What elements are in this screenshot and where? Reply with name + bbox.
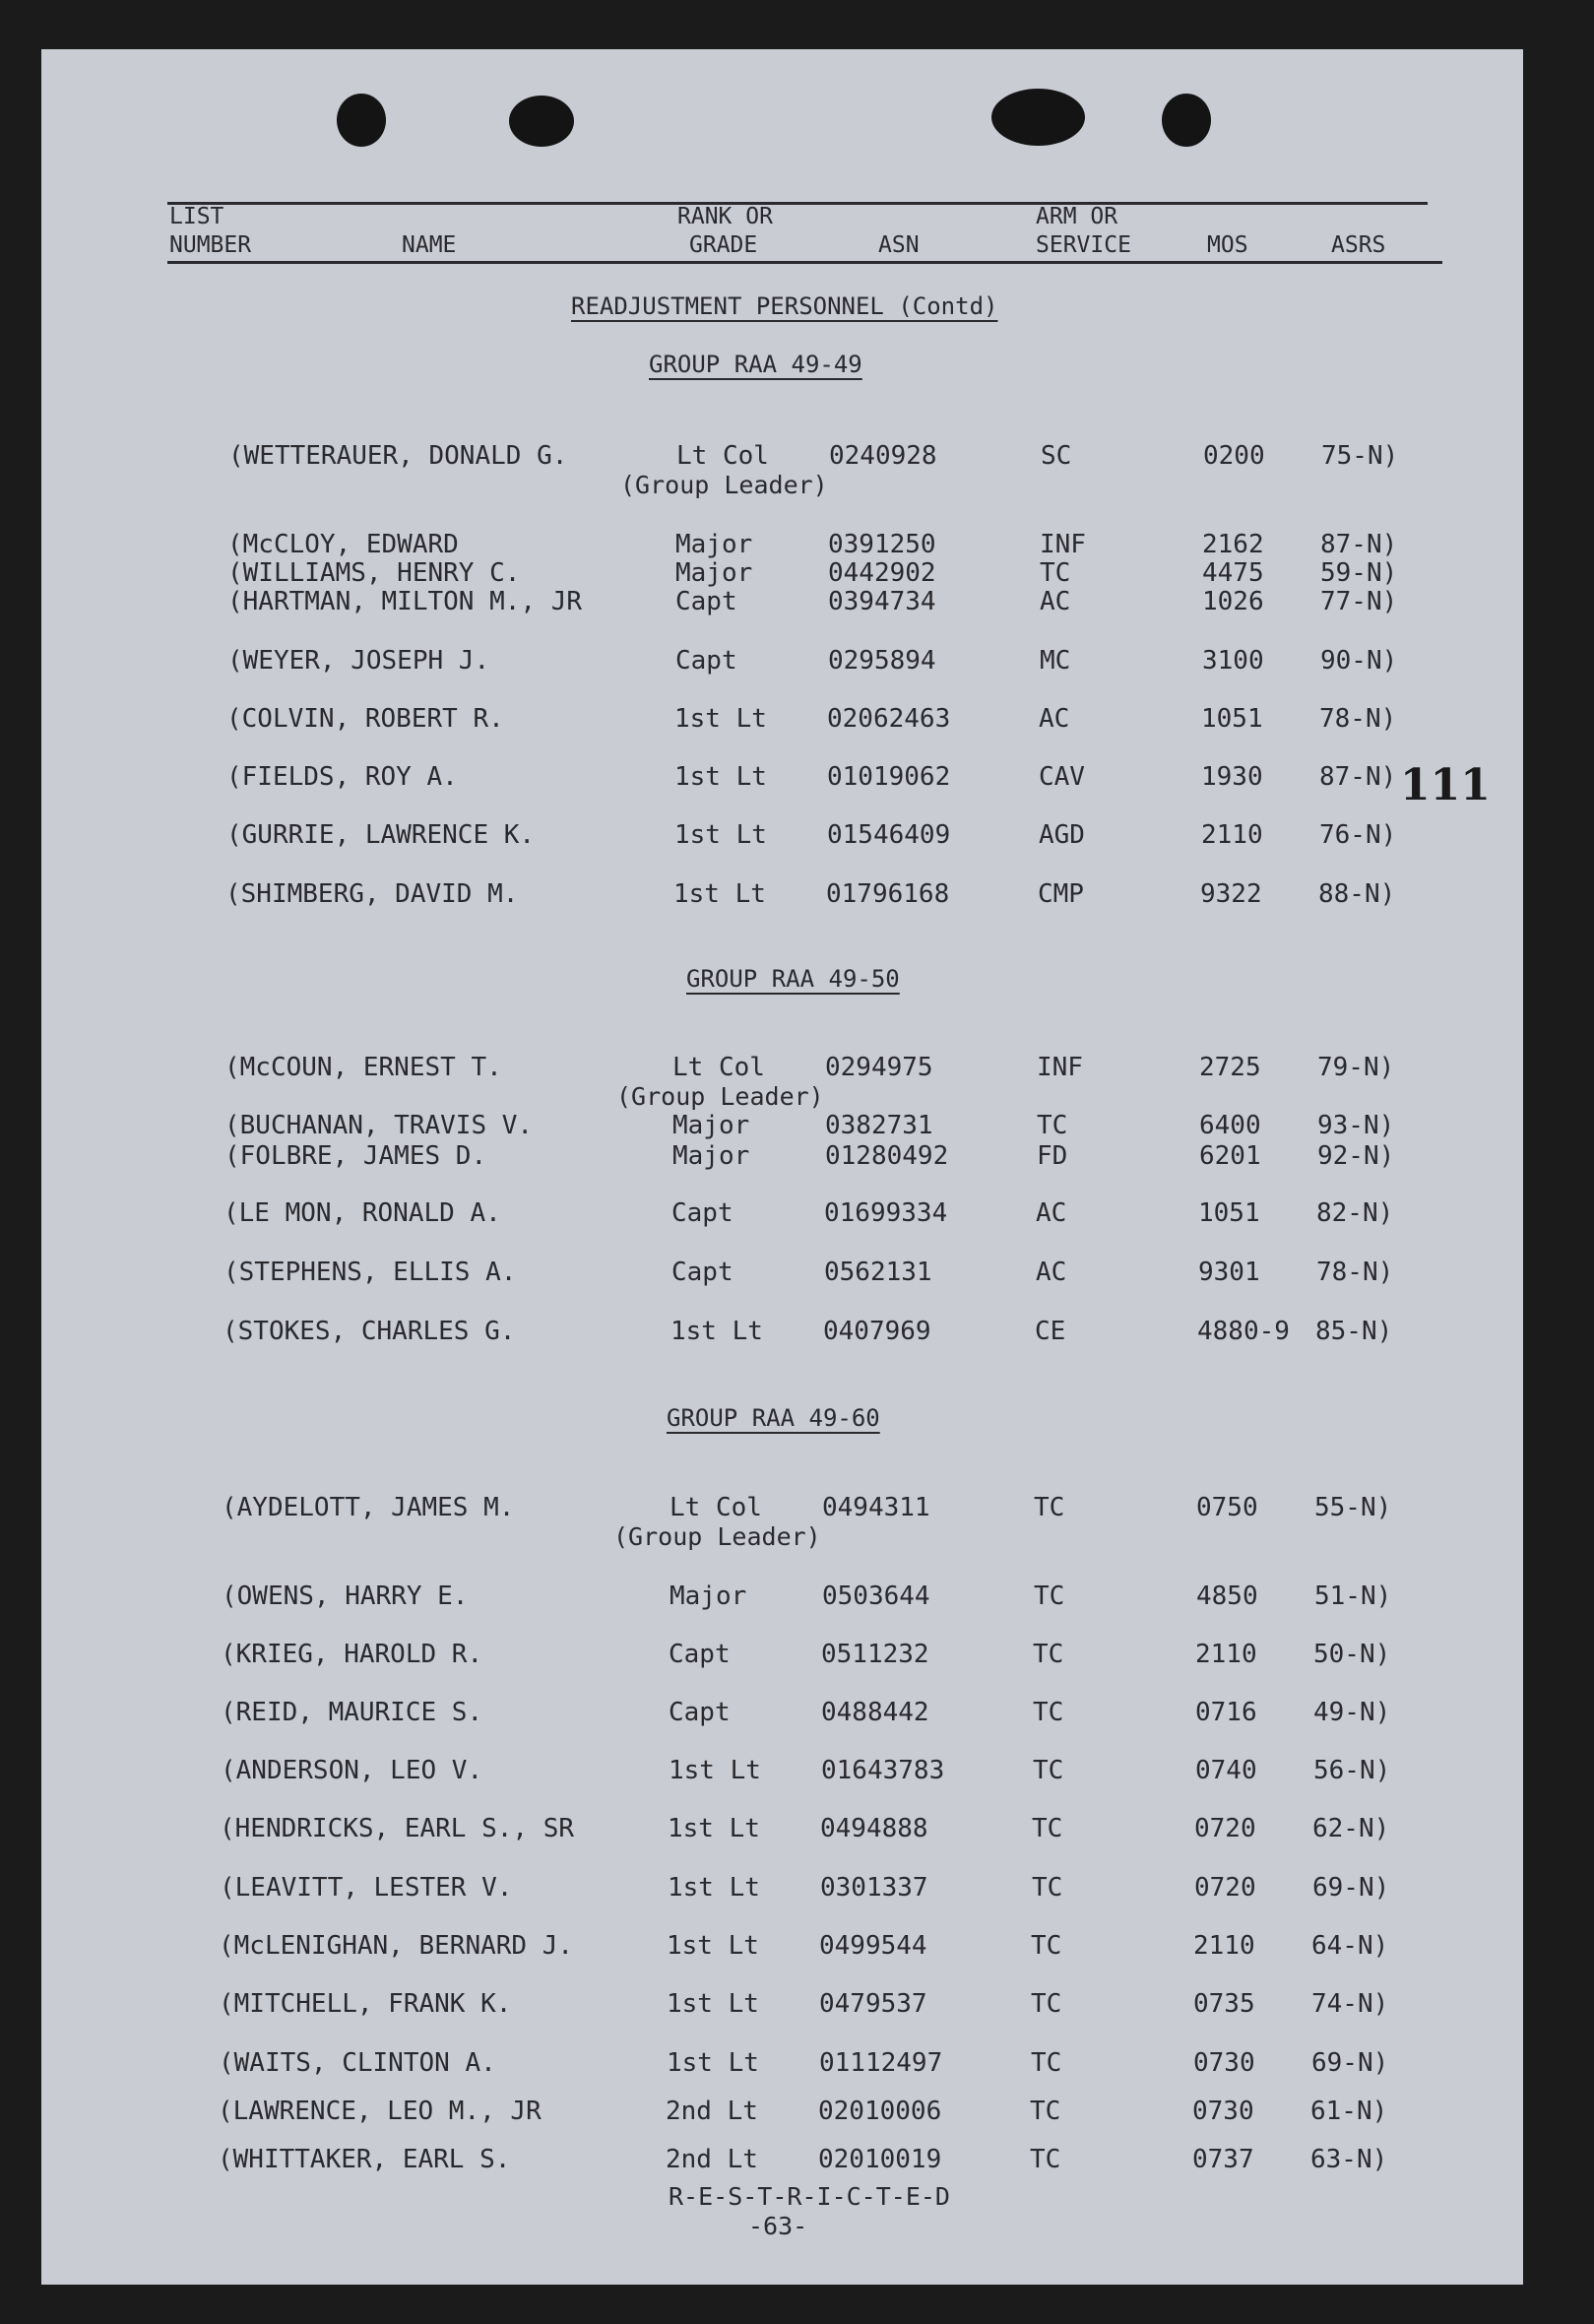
cell-asrs: 78-N) [1316,1258,1394,1287]
cell-asn: 0499544 [819,1931,927,1961]
cell-arm: FD [1037,1141,1068,1171]
cell-arm: INF [1040,530,1086,559]
cell-name: (WILLIAMS, HENRY C. [227,558,521,588]
cell-name: (HENDRICKS, EARL S., SR [220,1814,575,1843]
cell-mos: 9301 [1198,1258,1260,1287]
cell-asn: 02010006 [818,2097,942,2126]
cell-rank: Capt [675,646,737,676]
cell-rank: 1st Lt [674,762,767,792]
cell-arm: MC [1040,646,1071,676]
cell-asn: 0294975 [825,1053,933,1082]
cell-rank: 1st Lt [674,820,767,850]
cell-mos: 2110 [1195,1640,1257,1669]
cell-mos: 0720 [1194,1814,1256,1843]
punch-hole [509,96,574,147]
cell-rank: Lt Col [672,1053,765,1082]
cell-asrs: 90-N) [1320,646,1398,676]
cell-rank: 1st Lt [673,879,766,909]
cell-asn: 01796168 [826,879,950,909]
cell-asn: 0511232 [821,1640,929,1669]
cell-asrs: 74-N) [1311,1989,1389,2019]
group-title: GROUP RAA 49-60 [667,1404,880,1432]
cell-arm: TC [1031,1989,1062,2019]
cell-arm: TC [1030,2145,1061,2174]
cell-asrs: 64-N) [1311,1931,1389,1961]
cell-arm: TC [1031,1931,1062,1961]
cell-rank: 1st Lt [670,1317,763,1346]
cell-rank: Capt [671,1198,733,1228]
cell-name: (GURRIE, LAWRENCE K. [226,820,536,850]
cell-rank: Lt Col [676,441,769,471]
cell-asn: 0479537 [819,1989,927,2019]
cell-mos: 4880-9 [1197,1317,1290,1346]
cell-arm: TC [1033,1698,1064,1727]
group-leader-note: (Group Leader) [620,471,828,499]
header-asn: ASN [878,232,920,258]
cell-mos: 0200 [1203,441,1265,471]
cell-mos: 0730 [1193,2048,1255,2078]
cell-mos: 0716 [1195,1698,1257,1727]
cell-rank: 1st Lt [667,1931,759,1961]
cell-asrs: 49-N) [1313,1698,1391,1727]
cell-asrs: 69-N) [1311,2048,1389,2078]
cell-asn: 0488442 [821,1698,929,1727]
cell-asrs: 61-N) [1310,2097,1388,2126]
cell-name: (STOKES, CHARLES G. [223,1317,516,1346]
cell-rank: Major [675,530,753,559]
cell-name: (FIELDS, ROY A. [226,762,458,792]
group-leader-note: (Group Leader) [616,1082,824,1111]
cell-name: (McCLOY, EDWARD [227,530,459,559]
cell-asrs: 62-N) [1312,1814,1390,1843]
cell-rank: 2nd Lt [666,2097,758,2126]
cell-mos: 6201 [1199,1141,1261,1171]
group-leader-note: (Group Leader) [613,1522,821,1551]
cell-mos: 1026 [1202,587,1264,616]
cell-asrs: 69-N) [1312,1873,1390,1903]
header-asrs: ASRS [1331,232,1386,258]
cell-name: (OWENS, HARRY E. [222,1582,469,1611]
cell-mos: 1051 [1198,1198,1260,1228]
cell-rank: Capt [671,1258,733,1287]
cell-rank: 1st Lt [667,1989,759,2019]
cell-name: (REID, MAURICE S. [221,1698,483,1727]
cell-name: (LEAVITT, LESTER V. [220,1873,513,1903]
header-arm-line2: SERVICE [1036,232,1131,258]
cell-asn: 0391250 [828,530,936,559]
cell-mos: 4475 [1202,558,1264,588]
cell-asrs: 87-N) [1320,530,1398,559]
cell-asn: 0382731 [825,1111,933,1140]
cell-arm: CE [1035,1317,1066,1346]
cell-asn: 02010019 [818,2145,942,2174]
punch-hole [1162,94,1211,147]
cell-rank: Major [675,558,753,588]
cell-arm: TC [1032,1814,1063,1843]
cell-name: (WAITS, CLINTON A. [219,2048,496,2078]
cell-mos: 0730 [1192,2097,1254,2126]
cell-rank: Lt Col [669,1493,762,1522]
cell-asrs: 93-N) [1317,1111,1395,1140]
cell-arm: CMP [1038,879,1084,909]
cell-asn: 0394734 [828,587,936,616]
cell-mos: 0740 [1195,1756,1257,1785]
cell-asrs: 82-N) [1316,1198,1394,1228]
cell-arm: TC [1033,1756,1064,1785]
cell-asrs: 92-N) [1317,1141,1395,1171]
cell-arm: AC [1036,1198,1067,1228]
cell-name: (STEPHENS, ELLIS A. [223,1258,517,1287]
cell-asrs: 50-N) [1313,1640,1391,1669]
cell-asrs: 88-N) [1318,879,1396,909]
cell-rank: 1st Lt [668,1873,760,1903]
cell-name: (McCOUN, ERNEST T. [224,1053,502,1082]
cell-name: (McLENIGHAN, BERNARD J. [219,1931,574,1961]
cell-name: (WETTERAUER, DONALD G. [228,441,568,471]
cell-name: (WHITTAKER, EARL S. [218,2145,511,2174]
cell-arm: TC [1040,558,1071,588]
cell-arm: TC [1032,1873,1063,1903]
cell-rank: 2nd Lt [666,2145,758,2174]
cell-arm: AC [1036,1258,1067,1287]
header-rank-line1: RANK OR [677,204,773,229]
cell-rank: Capt [675,587,737,616]
cell-asrs: 78-N) [1319,704,1397,734]
cell-arm: CAV [1039,762,1085,792]
cell-mos: 0750 [1196,1493,1258,1522]
cell-mos: 1930 [1201,762,1263,792]
cell-arm: AGD [1039,820,1085,850]
cell-name: (BUCHANAN, TRAVIS V. [224,1111,534,1140]
cell-asrs: 87-N) [1319,762,1397,792]
cell-asrs: 63-N) [1310,2145,1388,2174]
cell-rank: Major [669,1582,747,1611]
document-page [41,49,1523,2285]
cell-name: (ANDERSON, LEO V. [221,1756,483,1785]
section-title: READJUSTMENT PERSONNEL (Contd) [571,292,998,320]
cell-arm: TC [1030,2097,1061,2126]
header-arm-line1: ARM OR [1036,204,1118,229]
cell-arm: INF [1037,1053,1083,1082]
cell-mos: 2725 [1199,1053,1261,1082]
cell-name: (WEYER, JOSEPH J. [227,646,490,676]
cell-asn: 01699334 [824,1198,948,1228]
cell-rank: Capt [669,1698,731,1727]
cell-mos: 4850 [1196,1582,1258,1611]
cell-mos: 0720 [1194,1873,1256,1903]
cell-arm: TC [1031,2048,1062,2078]
group-title: GROUP RAA 49-49 [649,351,862,378]
cell-asn: 0407969 [823,1317,931,1346]
cell-rank: Major [672,1111,750,1140]
cell-asn: 01112497 [819,2048,943,2078]
cell-asn: 0494888 [820,1814,928,1843]
cell-mos: 0735 [1193,1989,1255,2019]
cell-mos: 2110 [1201,820,1263,850]
cell-name: (COLVIN, ROBERT R. [226,704,504,734]
cell-asn: 0442902 [828,558,936,588]
cell-name: (LE MON, RONALD A. [223,1198,501,1228]
cell-asn: 01546409 [827,820,951,850]
cell-asn: 0503644 [822,1582,930,1611]
header-mos: MOS [1207,232,1248,258]
cell-mos: 0737 [1192,2145,1254,2174]
cell-rank: 1st Lt [674,704,767,734]
cell-arm: TC [1034,1582,1065,1611]
header-top-rule [167,202,1428,205]
cell-asrs: 75-N) [1321,441,1399,471]
cell-arm: TC [1034,1493,1065,1522]
cell-name: (KRIEG, HAROLD R. [221,1640,483,1669]
header-list-line1: LIST [169,204,224,229]
cell-asn: 0562131 [824,1258,932,1287]
cell-name: (FOLBRE, JAMES D. [224,1141,487,1171]
cell-asn: 02062463 [827,704,951,734]
cell-arm: SC [1041,441,1072,471]
cell-mos: 3100 [1202,646,1264,676]
cell-name: (LAWRENCE, LEO M., JR [218,2097,542,2126]
cell-arm: AC [1040,587,1071,616]
page-number: -63- [748,2212,808,2240]
cell-rank: 1st Lt [668,1814,760,1843]
cell-arm: TC [1033,1640,1064,1669]
header-name: NAME [402,232,457,258]
cell-asrs: 51-N) [1314,1582,1392,1611]
cell-name: (SHIMBERG, DAVID M. [225,879,519,909]
cell-asrs: 56-N) [1313,1756,1391,1785]
header-rank-line2: GRADE [689,232,758,258]
cell-arm: AC [1039,704,1070,734]
restricted-marking: R-E-S-T-R-I-C-T-E-D [669,2182,950,2211]
cell-mos: 6400 [1199,1111,1261,1140]
cell-mos: 2162 [1202,530,1264,559]
cell-name: (MITCHELL, FRANK K. [219,1989,512,2019]
group-title: GROUP RAA 49-50 [686,965,900,993]
cell-rank: 1st Lt [667,2048,759,2078]
cell-asn: 0494311 [822,1493,930,1522]
header-bottom-rule [167,261,1442,264]
cell-name: (AYDELOTT, JAMES M. [222,1493,515,1522]
cell-name: (HARTMAN, MILTON M., JR [227,587,583,616]
cell-arm: TC [1037,1111,1068,1140]
cell-asn: 01019062 [827,762,951,792]
cell-rank: Major [672,1141,750,1171]
cell-asrs: 79-N) [1317,1053,1395,1082]
cell-asn: 0301337 [820,1873,928,1903]
punch-hole [991,89,1085,146]
cell-rank: Capt [669,1640,731,1669]
punch-hole [337,94,386,147]
cell-mos: 2110 [1193,1931,1255,1961]
cell-asrs: 55-N) [1314,1493,1392,1522]
header-list-line2: NUMBER [169,232,252,258]
cell-asn: 01280492 [825,1141,949,1171]
cell-rank: 1st Lt [669,1756,761,1785]
cell-asn: 0295894 [828,646,936,676]
cell-asn: 0240928 [829,441,937,471]
cell-asrs: 85-N) [1315,1317,1393,1346]
handwritten-page-number: 111 [1400,760,1491,810]
cell-asrs: 59-N) [1320,558,1398,588]
cell-mos: 1051 [1201,704,1263,734]
cell-asrs: 77-N) [1320,587,1398,616]
cell-asn: 01643783 [821,1756,945,1785]
cell-mos: 9322 [1200,879,1262,909]
cell-asrs: 76-N) [1319,820,1397,850]
